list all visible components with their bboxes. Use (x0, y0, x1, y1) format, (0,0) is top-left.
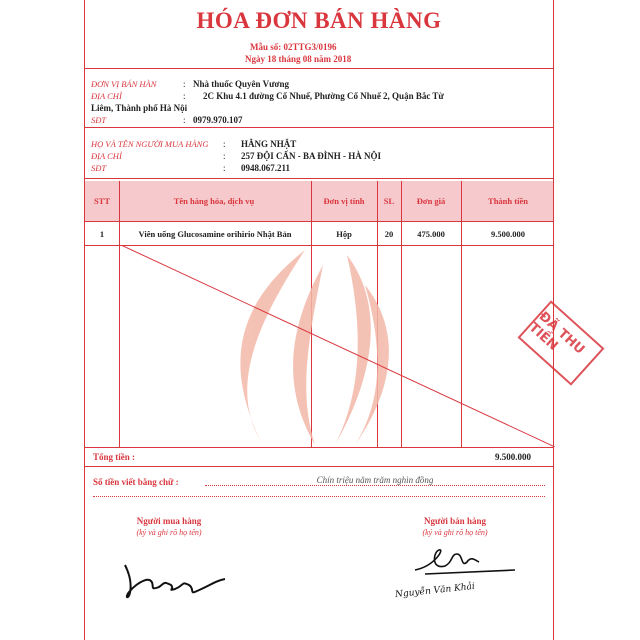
seller-address-line2: Liêm, Thành phố Hà Nội (91, 103, 188, 113)
seller-phone-row: SĐT : 0979.970.107 (91, 115, 243, 125)
seller-name-label: ĐƠN VỊ BÁN HÀN (91, 79, 157, 89)
buyer-sign-title: Người mua hàng (136, 516, 202, 526)
buyer-address-label: ĐỊA CHỈ (91, 151, 122, 161)
dotted-line (93, 496, 545, 497)
paid-stamp: ĐÃ THU TIỀN (518, 300, 605, 385)
total-value: 9.500.000 (495, 452, 531, 462)
seller-name: Nhà thuốc Quyên Vương (193, 79, 289, 89)
seller-address-label: ĐỊA CHỈ (91, 91, 122, 101)
divider (85, 68, 553, 69)
table-cell-item: Viên uống Glucosamine orihirio Nhật Bản (138, 229, 292, 239)
seller-address-line1: 2C Khu 4.1 đường Cổ Nhuế, Phường Cổ Nhuế 2, Quận Bắc Từ (203, 91, 444, 101)
seller-name-row: ĐƠN VỊ BÁN HÀN : Nhà thuốc Quyên Vương (91, 79, 289, 89)
buyer-name-label: HỌ VÀ TÊN NGƯỜI MUA HÀNG (91, 139, 209, 149)
buyer-sign-note: (ký và ghi rõ họ tên) (136, 528, 202, 537)
form-number: Mẫu số: 02TTG3/0196 (250, 42, 337, 52)
seller-phone: 0979.970.107 (193, 115, 243, 125)
table-cell-qty: 20 (384, 229, 394, 239)
divider (85, 466, 553, 467)
invoice-title: HÓA ĐƠN BÁN HÀNG (196, 8, 442, 33)
total-label: Tổng tiền : (93, 452, 136, 462)
buyer-name-row: HỌ VÀ TÊN NGƯỜI MUA HÀNG : HẰNG NHẬT (91, 139, 297, 149)
buyer-name: HẰNG NHẬT (241, 139, 297, 149)
flame-watermark-icon (85, 245, 555, 447)
buyer-address-row: ĐỊA CHỈ : 257 ĐỘI CẤN - BA ĐÌNH - HÀ NỘI (91, 151, 382, 161)
header-stt: STT (93, 196, 111, 206)
seller-sign-note: (ký và ghi rõ họ tên) (422, 528, 488, 537)
seller-address-row-2 (91, 103, 551, 115)
divider (85, 127, 553, 128)
invoice-date: Ngày 18 tháng 08 năm 2018 (245, 54, 352, 64)
invoice-sheet (84, 0, 588, 640)
seller-address-row: ĐỊA CHỈ : 2C Khu 4.1 đường Cổ Nhuế, Phường Cổ Nhuế 2, Quận Bắc Từ (91, 91, 444, 101)
header-price: Đơn giá (416, 196, 446, 206)
seller-phone-label: SĐT (91, 115, 107, 125)
header-qty: SL (383, 196, 395, 206)
seller-sign-title: Người bán hàng (424, 516, 486, 526)
buyer-address: 257 ĐỘI CẤN - BA ĐÌNH - HÀ NỘI (241, 151, 382, 161)
seller-handwritten-name: Nguyễn Văn Khải (394, 581, 476, 601)
amount-in-words: Chín triệu năm trăm nghìn đồng (205, 475, 545, 486)
divider (85, 447, 553, 448)
buyer-phone: 0948.067.211 (241, 163, 291, 173)
buyer-phone-label: SĐT (91, 163, 107, 173)
table-cell-price: 475.000 (417, 229, 445, 239)
amount-in-words-label: Số tiền viết bằng chữ : (93, 477, 179, 487)
header-item: Tên hàng hóa, dịch vụ (173, 196, 255, 206)
table-cell-amount: 9.500.000 (491, 229, 525, 239)
divider (85, 221, 553, 222)
seller-signature-icon (405, 540, 525, 580)
buyer-phone-row: SĐT : 0948.067.211 (91, 163, 291, 173)
header-amount: Thành tiền (488, 196, 528, 206)
table-cell-unit: Hộp (336, 229, 352, 239)
table-cell-stt: 1 (99, 229, 105, 239)
header-unit: Đơn vị tính (323, 196, 365, 206)
buyer-signature-icon (115, 555, 235, 605)
divider (85, 178, 553, 179)
